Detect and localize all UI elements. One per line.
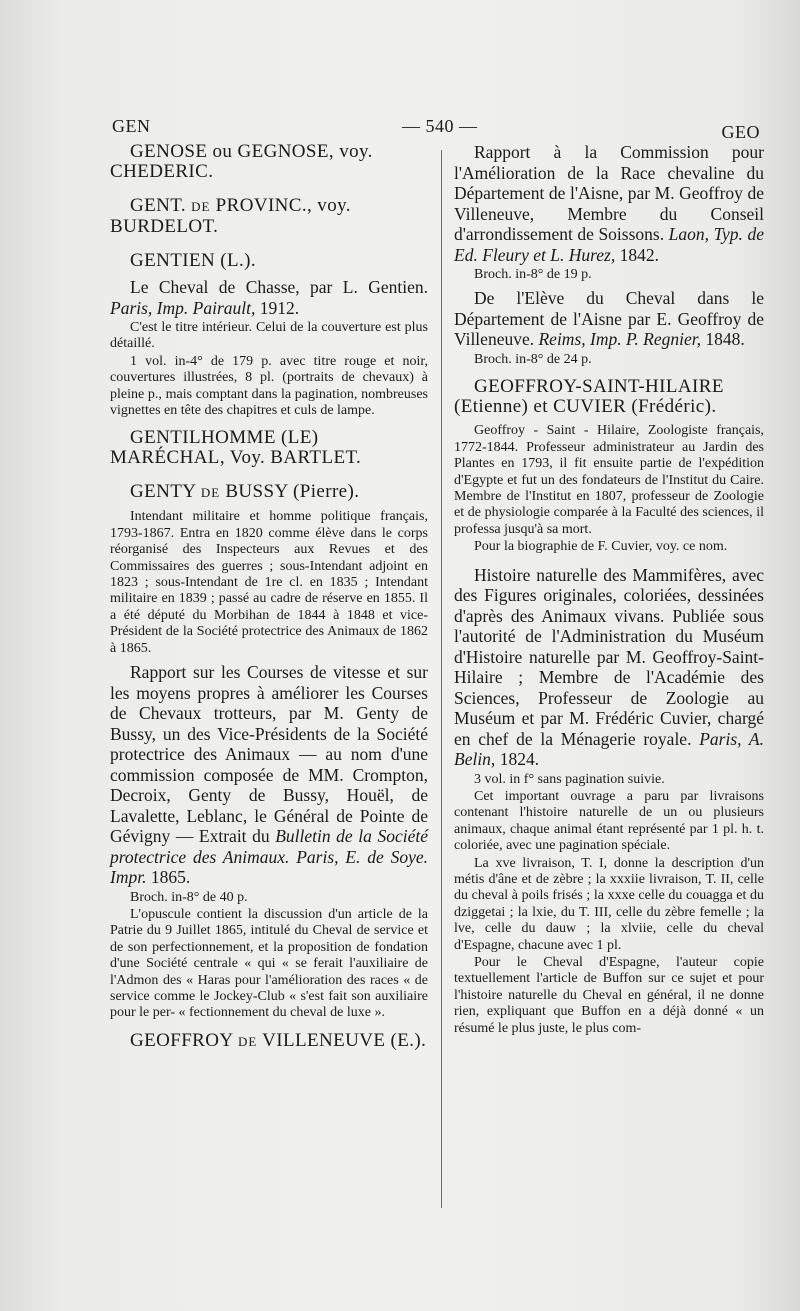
entry-title-gentien: Le Cheval de Chasse, par L. Gentien. Paris, Imp. Pairault, 1912.: [110, 277, 428, 318]
entry-note: Broch. in-8° de 40 p.: [130, 889, 248, 905]
entry-title-rapport-aisne: Rapport à la Commission pour l'Amélioration de la Race chevaline du Département de l'Aisne, par M. Geoffroy de Villeneuve, Membre du Conseil d'arrondissement de Soissons. Laon, Typ. de Ed. Fleury et L. Hurez, 1842.: [454, 142, 764, 265]
column-divider: [441, 150, 442, 1208]
entry-note: Cet important ouvrage a paru par livraisons contenant l'histoire naturelle de un ou plusieurs animaux, chaque animal étant représenté par 1 pl. h. t. coloriée, avec une pagination spéciale.: [454, 788, 764, 854]
entry-note: C'est le titre intérieur. Celui de la couverture est plus détaillé.: [110, 320, 428, 352]
entry-note: Pour le Cheval d'Espagne, l'auteur copie textuellement l'article de Buffon sur ce sujet et pour l'histoire naturelle du Cheval en général, il ne donne rien, expliquant que Buffon en a déjà donné « un résumé le plus juste, le plus com-: [454, 955, 764, 1036]
right-column: [454, 142, 764, 1038]
entry-note: Broch. in-8° de 19 p.: [474, 267, 592, 282]
entry-note: Broch. in-8° de 24 p.: [474, 351, 592, 367]
entry-note: 1 vol. in-4° de 179 p. avec titre rouge et noir, couvertures illustrées, 8 pl. (portraits de chevaux) à pleine p., mais comptant dans la pagination, nombreuses vignettes en tête des chapitres et culs de lampe.: [110, 353, 428, 419]
entry-heading-gent: GENT. DE PROVINC., voy. BURDELOT.: [110, 195, 351, 237]
entry-title-genty: Rapport sur les Courses de vitesse et sur les moyens propres à améliorer les Courses de Chevaux trotteurs, par M. Genty de Bussy, un des Vice-Présidents de la Société protectrice des Animaux — au nom d'une commission composée de MM. Crompton, Decroix, Genty de Bussy, Houël, de Lavalette, Leblanc, le Général de Pointe de Gévigny — Extrait du Bulletin de la Société protectrice des Animaux. Paris, E. de Soye. Impr. 1865.: [110, 662, 428, 888]
entry-title-eleve-cheval: De l'Elève du Cheval dans le Département de l'Aisne par E. Geoffroy de Villeneuve. Reims, Imp. P. Regnier, 1848.: [454, 288, 764, 350]
entry-heading-geoffroy-villeneuve: GEOFFROY DE VILLENEUVE (E.).: [130, 1029, 427, 1051]
entry-heading-genty: GENTY DE BUSSY (Pierre).: [130, 481, 360, 503]
entry-biography: Geoffroy - Saint - Hilaire, Zoologiste français, 1772-1844. Professeur administrateur au Jardin des Plantes en 1793, il fit ensuite partie de l'expédition d'Egypte et fut un des fondateurs de l'Institut du Caire. Membre de l'Institut en 1807, professeur de Zoologie et de physiologie comparée à la Faculté des sciences, il professa jusqu'à sa mort.: [454, 423, 764, 537]
entry-heading-gentilhomme: GENTILHOMME (LE) MARÉCHAL, Voy. BARTLET.: [110, 427, 362, 469]
entry-note: L'opuscule contient la discussion d'un article de la Patrie du 9 Juillet 1865, intitulé du Cheval de service et de son perfectionnement, et la proposition de fondation d'une Société centrale « qui « se ferait l'auxiliaire de l'Admon des « Haras pour l'amélioration des races « de service comme le Jockey-Club « s'est fait son auxiliaire pour le per- « fectionnement du cheval de luxe ».: [110, 907, 428, 1021]
entry-heading-gentien: GENTIEN (L.).: [130, 250, 257, 271]
running-head: [112, 116, 760, 144]
entry-note: 3 vol. in f° sans pagination suivie.: [474, 771, 665, 787]
entry-title-histoire-naturelle: Histoire naturelle des Mammifères, avec des Figures originales, coloriées, dessinées d'après des Animaux vivans. Publiée sous l'autorité de l'Administration du Muséum d'Histoire naturelle par M. Geoffroy-Saint-Hilaire ; Membre de l'Académie des Sciences, Professeur de Zoologie au Muséum et par M. Frédéric Cuvier, chargé en chef de la Ménagerie royale. Paris, A. Belin, 1824.: [454, 564, 764, 770]
running-head-right: GEO: [721, 122, 760, 142]
entry-heading-genose: GENOSE ou GEGNOSE, voy. CHEDERIC.: [110, 141, 373, 182]
running-head-left: GEN: [112, 116, 151, 136]
left-column: [110, 142, 428, 1058]
entry-biography: Pour la biographie de F. Cuvier, voy. ce nom.: [474, 539, 728, 555]
page-number: — 540 —: [402, 116, 478, 136]
entry-biography: Intendant militaire et homme politique français, 1793-1867. Entra en 1820 comme élève dans le corps réorganisé des Inspecteurs aux Revues et des Commissaires des guerres ; sous-Intendant adjoint en 1823 ; sous-Intendant de 1re cl. en 1835 ; Intendant militaire en 1839 ; passé au cadre de réserve en 1855. Il a été député du Morbihan de 1844 à 1848 et vice-Président de la Société protectrice des Animaux de 1862 à 1865.: [110, 509, 428, 656]
entry-heading-geoffroy-saint-hilaire: GEOFFROY-SAINT-HILAIRE (Etienne) et CUVIER (Frédéric).: [454, 376, 724, 418]
entry-note: La xve livraison, T. I, donne la description d'un métis d'âne et de zèbre ; la xxxiie livraison, T. II, celle du cheval à poils frisés ; la xxxe celle du couagga et du dziggetai ; la lxie, du T. III, celle du zèbre femelle ; la lve, celle du dauw ; la xlviie, celle du cheval d'Espagne, chacune avec 1 pl.: [454, 855, 764, 953]
